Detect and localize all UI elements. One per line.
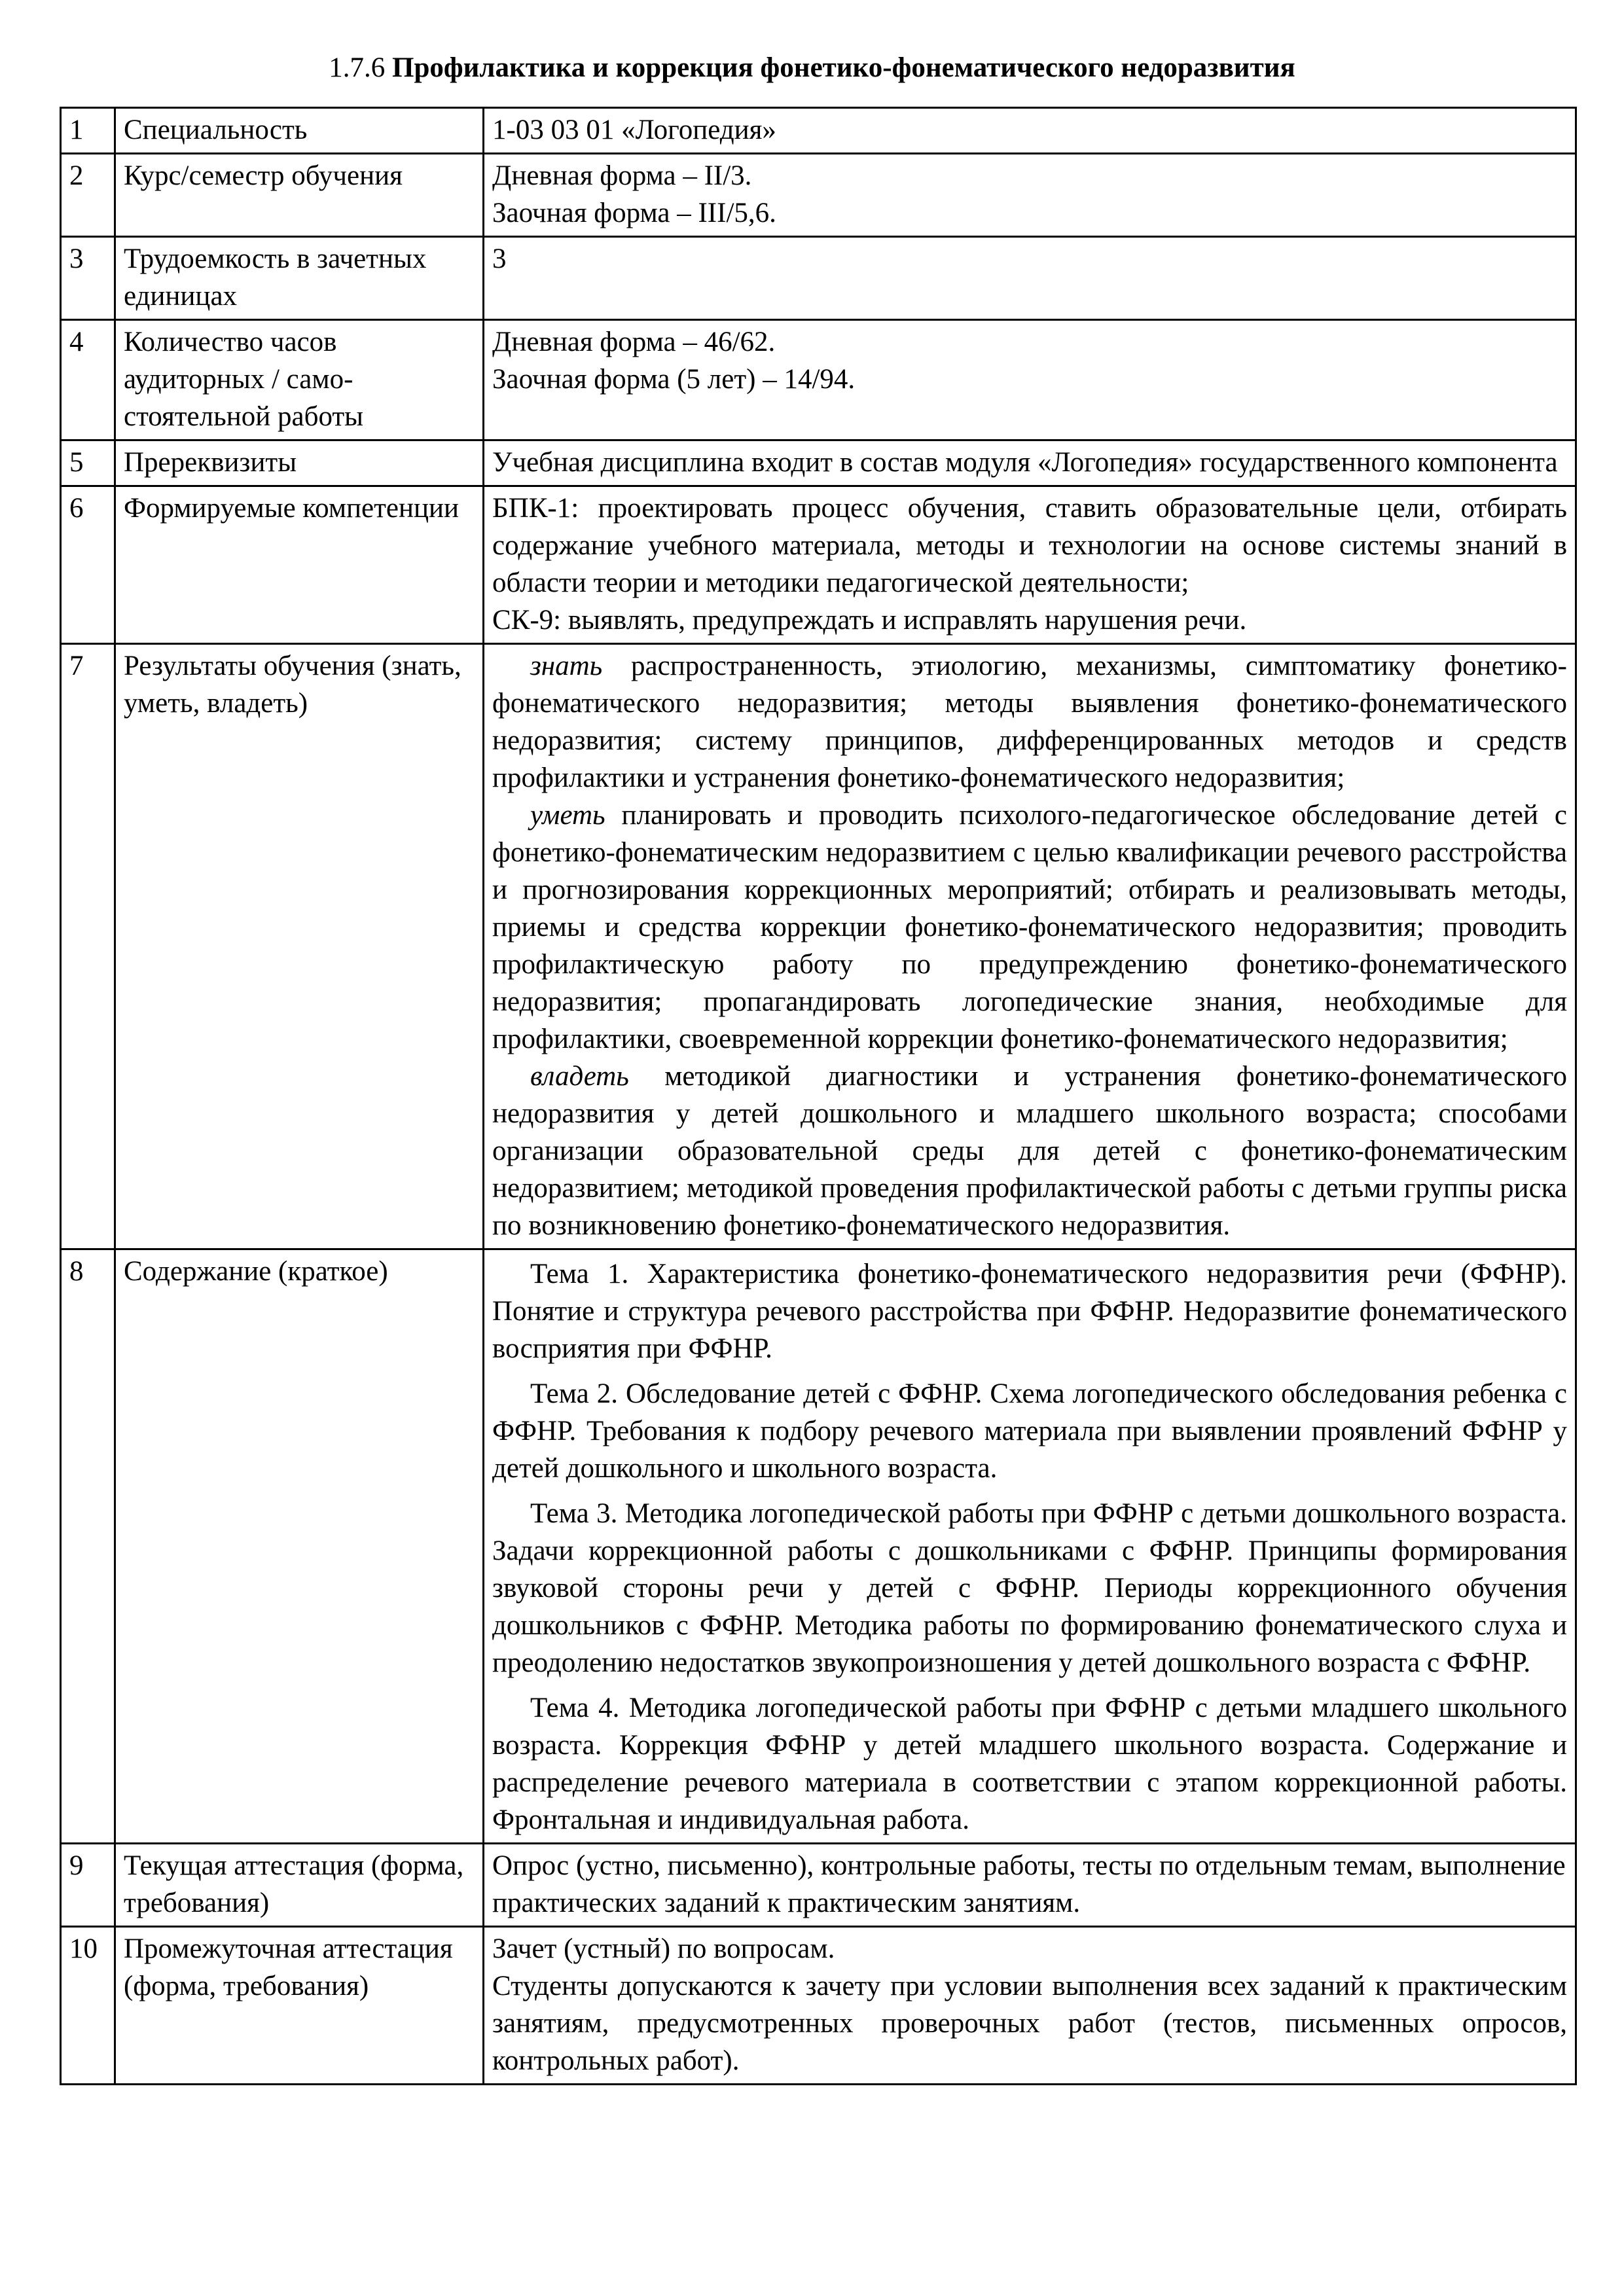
row-number: 8 — [61, 1249, 115, 1844]
row-label: Текущая аттестация (форма, требования) — [115, 1844, 484, 1927]
topic-1: Тема 1. Характеристика фонетико-фонематического недоразвития речи (ФФНР). Понятие и структура речевого расстройства при ФФНР. Недоразвитие фонематического восприятия при ФФНР. — [492, 1259, 1567, 1364]
table-row — [61, 1249, 1576, 1844]
row-value — [484, 486, 1576, 644]
value-line: Дневная форма – 46/62. — [492, 327, 776, 357]
result-key: знать — [530, 651, 603, 681]
row-value — [484, 320, 1576, 440]
row-label: Результаты обучения (знать, уметь, владеть) — [115, 644, 484, 1249]
row-number: 10 — [61, 1927, 115, 2085]
row-number: 7 — [61, 644, 115, 1249]
result-can — [492, 797, 1567, 1058]
row-number: 6 — [61, 486, 115, 644]
row-value: 1-03 03 01 «Логопедия» — [484, 108, 1576, 154]
table-row — [61, 108, 1576, 154]
row-number: 9 — [61, 1844, 115, 1927]
result-master — [492, 1058, 1567, 1244]
section-title — [0, 50, 1624, 86]
course-spec-table — [60, 107, 1577, 2085]
value-line: Дневная форма – II/3. — [492, 160, 752, 191]
row-label: Пререквизиты — [115, 440, 484, 486]
result-key: уметь — [530, 800, 605, 831]
result-key: владеть — [530, 1061, 629, 1092]
section-number: 1.7.6 — [329, 52, 386, 83]
row-value: Учебная дисциплина входит в состав модуля «Логопедия» государственного компонента — [484, 440, 1576, 486]
table-row — [61, 440, 1576, 486]
row-value — [484, 1927, 1576, 2085]
row-label: Специальность — [115, 108, 484, 154]
row-label: Содержание (краткое) — [115, 1249, 484, 1844]
row-value: 3 — [484, 237, 1576, 320]
row-number: 4 — [61, 320, 115, 440]
row-label: Курс/семестр обучения — [115, 154, 484, 237]
table-row — [61, 486, 1576, 644]
row-value — [484, 154, 1576, 237]
topic-3: Тема 3. Методика логопедической работы при ФФНР с детьми дошкольного возраста. Задачи коррекционной работы с дошкольниками с ФФНР. Принципы формирования звуковой стороны речи у детей с ФФНР. Периоды коррекционного обучения дошкольников с ФФНР. Методика работы по формированию фонематического слуха и преодолению недостатков звукопроизношения у детей дошкольного возраста с ФФНР. — [492, 1498, 1567, 1678]
result-know — [492, 647, 1567, 797]
row-label: Формируемые компетенции — [115, 486, 484, 644]
row-number: 3 — [61, 237, 115, 320]
row-label: Трудоемкость в зачетных единицах — [115, 237, 484, 320]
value-line: Зачет (устный) по вопросам. — [492, 1933, 835, 1964]
table-row — [61, 1844, 1576, 1927]
row-label: Количество часов аудиторных / само-стоятельной работы — [115, 320, 484, 440]
competence-sk9: СК-9: выявлять, предупреждать и исправлять нарушения речи. — [492, 605, 1247, 636]
row-value: Опрос (устно, письменно), контрольные работы, тесты по отдельным темам, выполнение практических заданий к практическим занятиям. — [484, 1844, 1576, 1927]
result-text: планировать и проводить психолого-педагогическое обследование детей с фонетико-фонематическим недоразвитием с целью квалификации речевого расстройства и прогнозирования коррекционных мероприятий; отбирать и реализовывать методы, приемы и средства коррекции фонетико-фонематического недоразвития; проводить профилактическую работу по предупреждению фонетико-фонематического недоразвития; пропагандировать логопедические знания, необходимые для профилактики, своевременной коррекции фонетико-фонематического недоразвития; — [492, 800, 1567, 1054]
value-line: Студенты допускаются к зачету при условии выполнения всех заданий к практическим занятиям, предусмотренных проверочных работ (тестов, письменных опросов, контрольных работ). — [492, 1971, 1567, 2076]
table-row — [61, 237, 1576, 320]
row-value — [484, 644, 1576, 1249]
table-row — [61, 644, 1576, 1249]
value-line: Заочная форма – III/5,6. — [492, 198, 776, 228]
row-number: 5 — [61, 440, 115, 486]
topic-4: Тема 4. Методика логопедической работы при ФФНР с детьми младшего школьного возраста. Коррекция ФФНР у детей младшего школьного возраста. Содержание и распределение речевого материала в соответствии с этапом коррекционной работы. Фронтальная и индивидуальная работа. — [492, 1693, 1567, 1835]
row-value — [484, 1249, 1576, 1844]
section-heading: Профилактика и коррекция фонетико-фонематического недоразвития — [392, 52, 1295, 83]
row-number: 1 — [61, 108, 115, 154]
result-text: распространенность, этиологию, механизмы, симптоматику фонетико-фонематического недоразвития; методы выявления фонетико-фонематического недоразвития; систему принципов, дифференцированных методов и средств профилактики и устранения фонетико-фонематического недоразвития; — [492, 651, 1567, 793]
row-label: Промежуточная аттестация (форма, требования) — [115, 1927, 484, 2085]
topic-2: Тема 2. Обследование детей с ФФНР. Схема логопедического обследования ребенка с ФФНР. Требования к подбору речевого материала при выявлении проявлений ФФНР у детей дошкольного и школьного возраста. — [492, 1378, 1567, 1484]
value-line: Заочная форма (5 лет) – 14/94. — [492, 364, 856, 395]
table-row — [61, 1927, 1576, 2085]
table-row — [61, 154, 1576, 237]
row-number: 2 — [61, 154, 115, 237]
result-text: методикой диагностики и устранения фонетико-фонематического недоразвития у детей дошкольного и младшего школьного возраста; способами организации образовательной среды для детей с фонетико-фонематическим недоразвитием; методикой проведения профилактической работы с детьми группы риска по возникновению фонетико-фонематического недоразвития. — [492, 1061, 1567, 1241]
table-row — [61, 320, 1576, 440]
competence-bpk1: БПК-1: проектировать процесс обучения, ставить образовательные цели, отбирать содержание учебного материала, методы и технологии на основе системы знаний в области теории и методики педагогической деятельности; — [492, 493, 1567, 598]
